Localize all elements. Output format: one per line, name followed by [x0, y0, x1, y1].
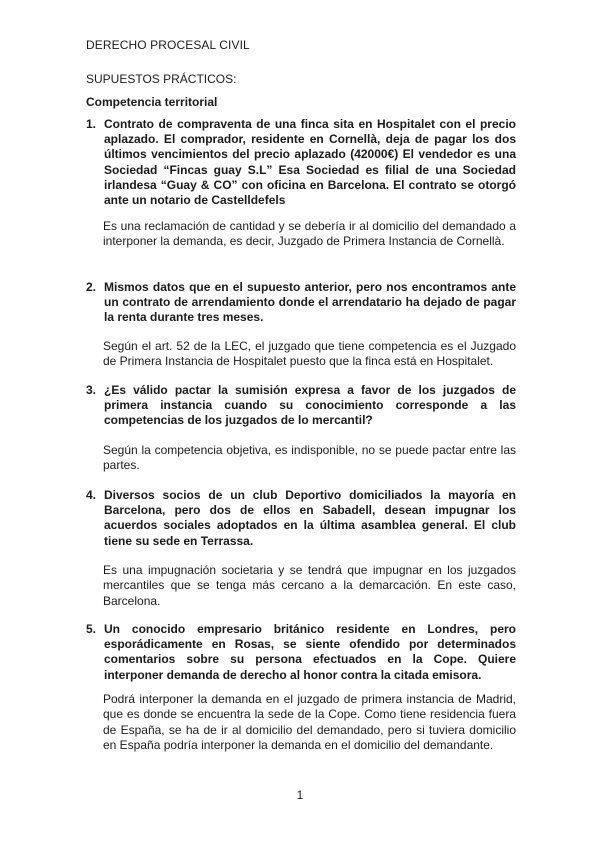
- question-text: ¿Es válido pactar la sumisión expresa a favor de los juzgados de primera instancia cuando su conocimiento corresponde a las competencias de los juzgados de lo mercantil?: [104, 383, 516, 428]
- answer-3: Según la competencia objetiva, es indisponible, no se puede pactar entre las partes.: [103, 443, 516, 473]
- question-text: Contrato de compraventa de una finca sita en Hospitalet con el precio aplazado. El comprador, residente en Cornellà, deja de pagar los dos últimos vencimientos del precio aplazado (42000€) El vendedor es una Sociedad “Fincas guay S.L” Esa Sociedad es filial de una Sociedad irlandesa “Guay & CO” con oficina en Barcelona. El contrato se otorgó ante un notario de Castelldefels: [104, 117, 516, 208]
- answer-4: Es una impugnación societaria y se tendrá que impugnar en los juzgados mercantiles que se tenga más cercano a la demarcación. En este caso, Barcelona.: [103, 563, 516, 608]
- question-3: [86, 383, 516, 429]
- question-text: Diversos socios de un club Deportivo domiciliados la mayoría en Barcelona, pero dos de ellos en Sabadell, desean impugnar los acuerdos sociales adoptados en la última asamblea general. El club tiene su sede en Terrassa.: [104, 488, 516, 548]
- question-number: 2.: [86, 280, 97, 294]
- section-title: Competencia territorial: [86, 95, 218, 109]
- question-2: [86, 280, 516, 326]
- question-number: 3.: [86, 383, 97, 397]
- question-5: [86, 622, 516, 683]
- question-4: [86, 488, 516, 549]
- question-1: [86, 117, 516, 208]
- question-text: Mismos datos que en el supuesto anterior, pero nos encontramos ante un contrato de arrendamiento donde el arrendatario ha dejado de pagar la renta durante tres meses.: [104, 280, 516, 325]
- document-subtitle: SUPUESTOS PRÁCTICOS:: [86, 72, 237, 86]
- question-number: 5.: [86, 622, 97, 636]
- question-number: 4.: [86, 488, 97, 502]
- answer-5: Podrá interponer la demanda en el juzgado de primera instancia de Madrid, que es donde se encuentra la sede de la Cope. Como tiene residencia fuera de España, se ha de ir al domicilio del demandado, pero si tuviera domicilio en España podría interponer la demanda en el domicilio del demandante.: [103, 692, 516, 753]
- question-number: 1.: [86, 117, 97, 131]
- question-text: Un conocido empresario británico residente en Londres, pero esporádicamente en Rosas, se siente ofendido por determinados comentarios sobre su persona efectuados en la Cope. Quiere interponer demanda de derecho al honor contra la citada emisora.: [104, 622, 516, 682]
- answer-1: Es una reclamación de cantidad y se debería ir al domicilio del demandado a interponer la demanda, es decir, Juzgado de Primera Instancia de Cornellà.: [103, 219, 516, 249]
- document-header: DERECHO PROCESAL CIVIL: [86, 38, 250, 52]
- page-number: 1: [296, 788, 304, 802]
- answer-2: Según el art. 52 de la LEC, el juzgado que tiene competencia es el Juzgado de Primera Instancia de Hospitalet puesto que la finca está en Hospitalet.: [103, 339, 516, 369]
